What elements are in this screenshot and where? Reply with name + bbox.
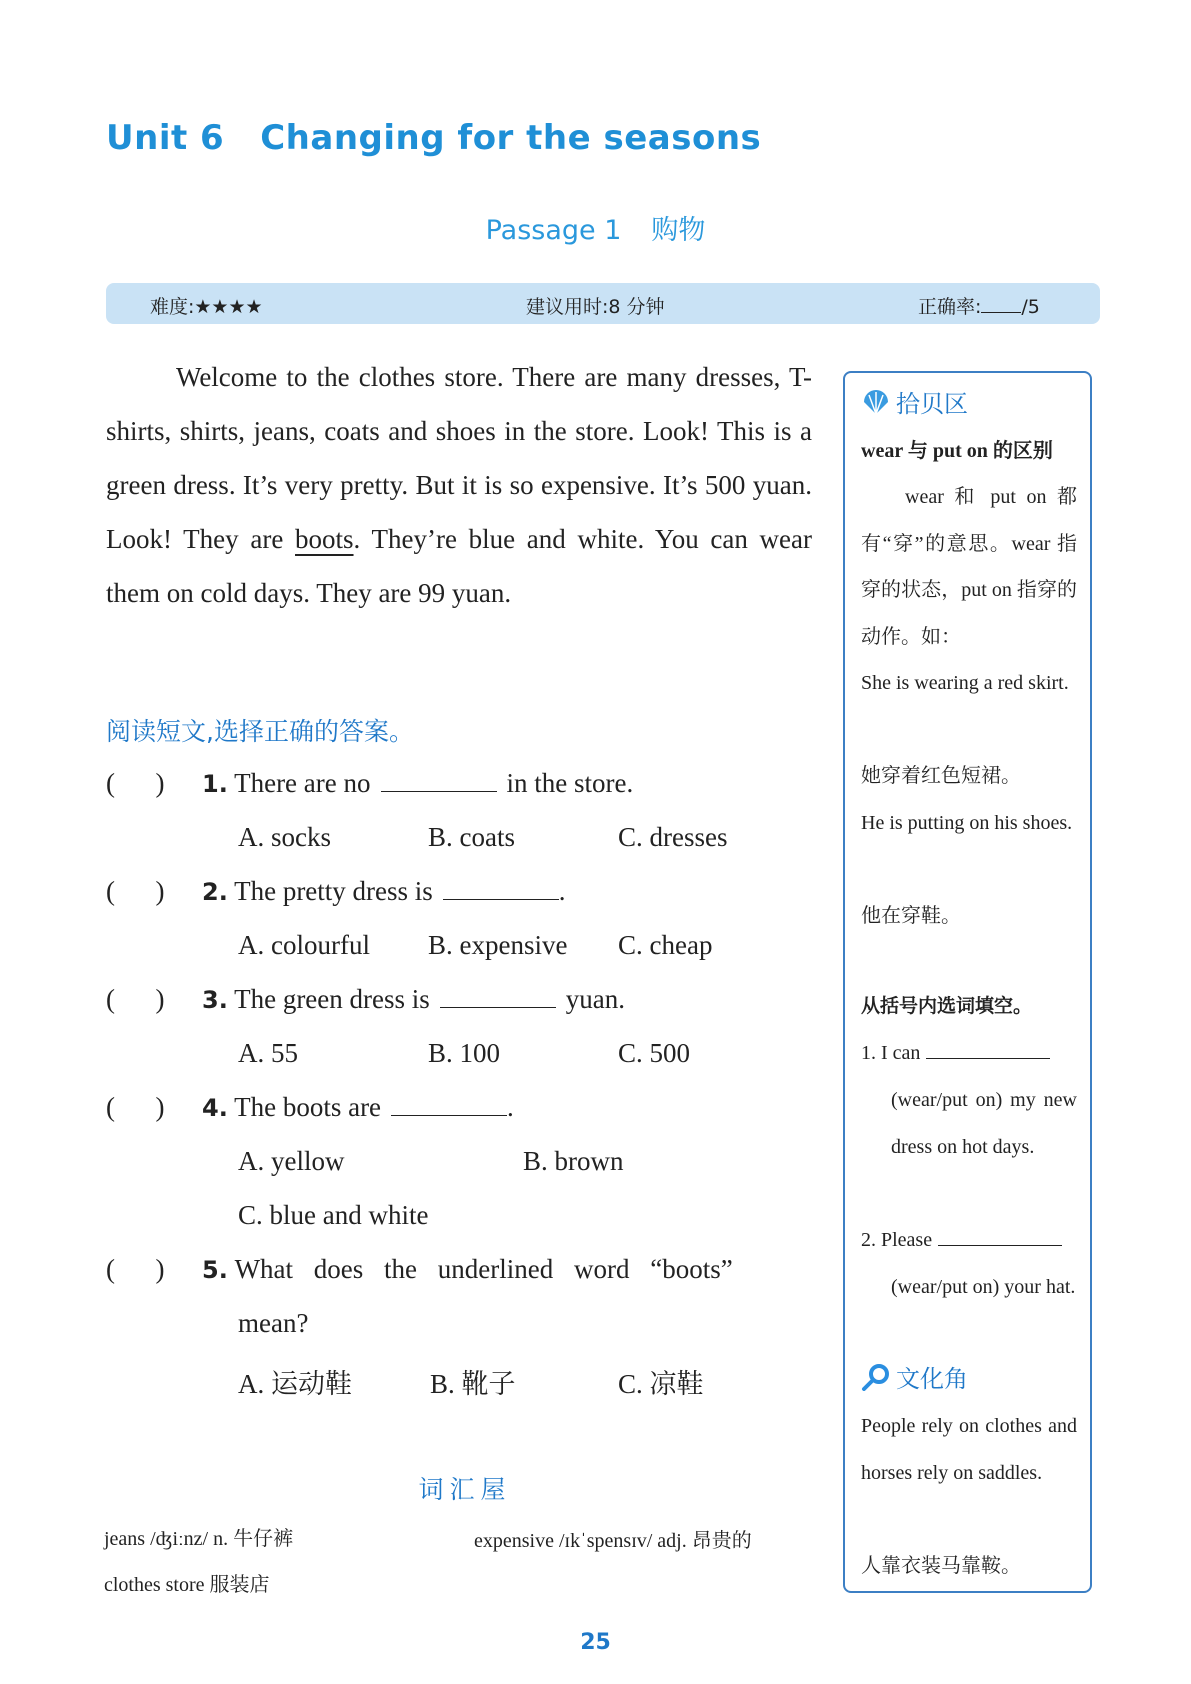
question-number: 2. bbox=[202, 878, 228, 906]
question-text: The green dress is bbox=[234, 984, 430, 1014]
option-a[interactable]: A. yellow bbox=[238, 1146, 345, 1176]
passage-text: Welcome to the clothes store. There are many dresses, T-shirts, shirts, jeans, coats and shoes in the store. Look! This is a green dress. It’s very pretty. But it is so expensive. It’s 500 yuan. Look! They are bbox=[106, 362, 812, 554]
question-number: 3. bbox=[202, 986, 228, 1014]
exercise-number: 2. bbox=[861, 1229, 876, 1251]
unit-name: Changing for the seasons bbox=[260, 118, 762, 158]
question-3 bbox=[106, 984, 812, 1015]
option-b[interactable]: B. 靴子 bbox=[430, 1369, 516, 1399]
question-number: 5. bbox=[202, 1256, 228, 1284]
question-text: . bbox=[558, 876, 566, 906]
answer-blank bbox=[440, 985, 556, 1008]
unit-number: Unit 6 bbox=[106, 118, 225, 158]
answer-blank bbox=[381, 769, 497, 792]
question-number: 4. bbox=[202, 1094, 228, 1122]
answer-blank[interactable] bbox=[926, 1040, 1050, 1059]
culture-section-header bbox=[861, 1356, 1077, 1405]
example-translation: 她穿着红色短裙。 bbox=[861, 765, 1021, 787]
question-text: yuan. bbox=[565, 984, 626, 1014]
question-text: in the store. bbox=[506, 768, 634, 798]
answer-bracket[interactable]: ( ) bbox=[106, 768, 165, 798]
exercise-text: I can bbox=[881, 1042, 921, 1064]
option-c[interactable]: C. blue and white bbox=[238, 1200, 429, 1230]
question-1 bbox=[106, 768, 812, 799]
info-bar bbox=[106, 283, 1100, 324]
example-sentence: He is putting on his shoes. bbox=[861, 812, 1073, 834]
page-number: 25 bbox=[580, 1630, 611, 1655]
suggested-time: 建议用时:8 分钟 bbox=[526, 296, 665, 318]
proverb-english: People rely on clothes and horses rely on saddles. bbox=[861, 1415, 1077, 1484]
tips-sidebar bbox=[843, 371, 1092, 1593]
question-text: The boots are bbox=[234, 1092, 382, 1122]
magnifier-icon bbox=[861, 1370, 891, 1392]
option-b[interactable]: B. coats bbox=[428, 822, 515, 852]
example-translation: 他在穿鞋。 bbox=[861, 905, 961, 927]
question-number: 1. bbox=[202, 770, 228, 798]
underlined-word: boots bbox=[295, 524, 354, 554]
answer-bracket[interactable]: ( ) bbox=[106, 876, 165, 906]
answer-blank bbox=[443, 877, 559, 900]
passage-title bbox=[0, 208, 1191, 247]
question-text: The pretty dress is bbox=[234, 876, 433, 906]
question-2 bbox=[106, 876, 812, 907]
option-c[interactable]: C. cheap bbox=[618, 930, 713, 960]
answer-bracket[interactable]: ( ) bbox=[106, 984, 165, 1014]
question-text: . bbox=[507, 1092, 514, 1122]
vocab-title: 词汇屋 bbox=[418, 1475, 512, 1504]
option-b[interactable]: B. 100 bbox=[428, 1038, 501, 1068]
answer-bracket[interactable]: ( ) bbox=[106, 1092, 165, 1122]
exercise-2 bbox=[861, 1217, 1077, 1264]
answer-blank bbox=[391, 1093, 507, 1116]
shell-icon bbox=[861, 395, 891, 417]
passage-text: . They’re blue and white. You can wear them on cold days. They are 99 yuan. bbox=[106, 524, 812, 608]
vocab-item: clothes store 服装店 bbox=[104, 1574, 270, 1596]
vocab-item: expensive /ɪkˈspensɪv/ adj. 昂贵的 bbox=[474, 1530, 752, 1552]
vocab-item: jeans /ʤiːnz/ n. 牛仔裤 bbox=[104, 1528, 294, 1550]
question-text: mean? bbox=[238, 1308, 309, 1338]
option-b[interactable]: B. expensive bbox=[428, 930, 568, 960]
section-title: 文化角 bbox=[896, 1365, 968, 1393]
option-a[interactable]: A. socks bbox=[238, 822, 331, 852]
passage-topic: 购物 bbox=[651, 215, 706, 246]
answer-bracket[interactable]: ( ) bbox=[106, 1254, 165, 1284]
option-a[interactable]: A. 运动鞋 bbox=[238, 1369, 352, 1399]
accuracy-label: 正确率: bbox=[918, 296, 982, 318]
option-b[interactable]: B. brown bbox=[523, 1146, 624, 1176]
option-c[interactable]: C. dresses bbox=[618, 822, 728, 852]
accuracy-blank[interactable] bbox=[981, 296, 1021, 313]
section-title: 拾贝区 bbox=[896, 390, 968, 418]
passage-number: Passage 1 bbox=[485, 215, 622, 246]
question-5 bbox=[106, 1254, 812, 1285]
exercise-text: (wear/put on) my new dress on hot days. bbox=[891, 1089, 1077, 1158]
reading-passage bbox=[106, 350, 812, 620]
option-c[interactable]: C. 凉鞋 bbox=[618, 1369, 704, 1399]
question-text: There are no bbox=[234, 768, 371, 798]
tip-subtitle: wear 与 put on 的区别 bbox=[861, 440, 1053, 462]
question-4 bbox=[106, 1092, 812, 1123]
option-a[interactable]: A. 55 bbox=[238, 1038, 298, 1068]
exercise-1 bbox=[861, 1030, 1077, 1077]
exercise-text: Please bbox=[881, 1229, 933, 1251]
exercise-text: (wear/put on) your hat. bbox=[891, 1276, 1076, 1298]
unit-title bbox=[106, 118, 761, 158]
option-c[interactable]: C. 500 bbox=[618, 1038, 691, 1068]
accuracy bbox=[918, 292, 1040, 319]
exercise-number: 1. bbox=[861, 1042, 876, 1064]
option-a[interactable]: A. colourful bbox=[238, 930, 370, 960]
question-text: What does the underlined word “boots” bbox=[234, 1254, 733, 1284]
proverb-chinese: 人靠衣装马靠鞍。 bbox=[861, 1555, 1021, 1577]
example-sentence: She is wearing a red skirt. bbox=[861, 672, 1069, 694]
tip-text: wear 和 put on 都有“穿”的意思。wear 指穿的状态，put on 指穿的动作。如： bbox=[861, 486, 1077, 648]
accuracy-total: /5 bbox=[1021, 296, 1040, 318]
answer-blank[interactable] bbox=[938, 1227, 1062, 1246]
exercise-title: 从括号内选词填空。 bbox=[861, 995, 1033, 1017]
shell-section-header bbox=[861, 381, 1077, 430]
questions-heading: 阅读短文,选择正确的答案。 bbox=[106, 717, 414, 746]
difficulty: 难度:★★★★ bbox=[150, 296, 263, 318]
